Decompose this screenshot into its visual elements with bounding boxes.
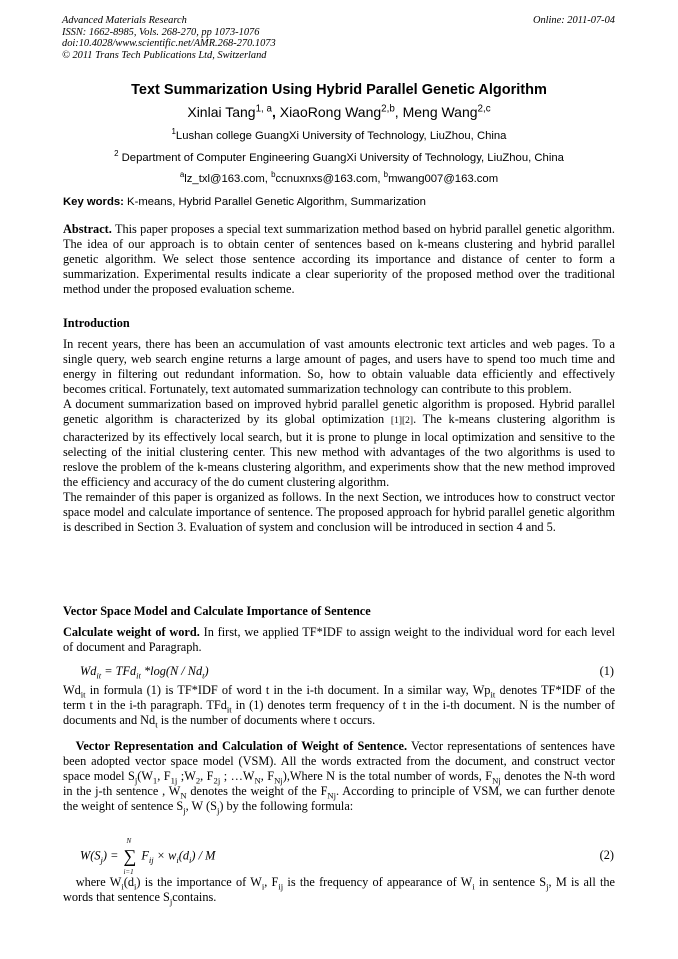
affiliation-1-text: Lushan college GuangXi University of Technology, LiuZhou, China [175, 130, 507, 142]
abstract [63, 222, 615, 297]
email-c: mwang007@163.com [388, 173, 499, 185]
intro-paragraph-2 [63, 397, 615, 490]
author-emails [0, 170, 678, 185]
author-2: XiaoRong Wang [279, 104, 382, 120]
author-1-affil: 1, a [255, 103, 272, 115]
equation-1: $Wd_{it} = TFd_{it}$ $*\log(N / Nd_t)$ [80, 664, 209, 681]
summation-symbol: N ∑ i=1 [123, 837, 137, 876]
section-heading-introduction: Introduction [63, 316, 130, 330]
journal-name: Advanced Materials Research [62, 15, 187, 26]
issn-line: ISSN: 1662-8985, Vols. 268-270, pp 1073-1076 [62, 26, 260, 38]
affiliation-2 [0, 149, 678, 164]
affiliation-2-text: Department of Computer Engineering GuangXi University of Technology, LiuZhou, China [121, 152, 564, 164]
equation-1-number: (1) [599, 664, 614, 678]
abstract-text: This paper proposes a special text summarization method based on hybrid parallel genetic algorithm. The idea of our approach is to obtain center of sentences based on k-means clustering and hybrid parallel genetic algorithm. We select those sentence according its importance and distance of center to form a summarization. Experimental results indicate a clear superiority of the proposed method over the traditional method under the proposed evaluation scheme. [63, 222, 615, 297]
affiliation-1 [0, 127, 678, 142]
paragraph-after-eq2: where $W_i(d_i)$ is the importance of $W_i$, $F_{ij}$ is the frequency of appearance of $W_i$ in sentence $S_j$, M is all the words that sentence $S_jcontains$. [63, 875, 615, 907]
keywords-text: K-means, Hybrid Parallel Genetic Algorithm, Summarization [123, 196, 426, 208]
section-heading-vsm: Vector Space Model and Calculate Importance of Sentence [63, 604, 371, 618]
author-2-affil: 2,b [381, 103, 395, 115]
online-date: Online: 2011-07-04 [532, 15, 615, 26]
subsection-label: Vector Representation and Calculation of Weight of Sentence. [75, 739, 408, 753]
author-3: Meng Wang [402, 104, 478, 120]
affiliation-2-marker: 2 [114, 149, 119, 159]
intro-p2-text: . The k-means clustering algorithm is characterized by its effectively local search, but it is prone to plunge in local optimization and sensitive to the selecting of the initial clustering center. This new method with advantages of the two algorithms is used to reslove the problem of the k-means clustering algorithm, and experiments show that the new method improved the efficiency and accuracy of the do cument clustering algorithm. [63, 412, 615, 489]
email-a: lz_txl@163.com, [184, 173, 272, 185]
affiliation-1-marker: 1 [171, 127, 176, 137]
intro-paragraph-3: The remainder of this paper is organized as follows. In the next Section, we introduces how to construct vector space model and calculate importance of sentence. The proposed approach for hybrid parallel genetic algorithm is described in Section 3. Evaluation of system and conclusion will be introduced in section 4 and 5. [63, 489, 615, 535]
author-3-affil: 2,c [477, 103, 491, 115]
subsection-label: Calculate weight of word. [63, 625, 200, 639]
journal-header [62, 15, 276, 61]
intro-paragraph-1: In recent years, there has been an accumulation of vast amounts electronic text articles and web pages. To a single query, web search engine returns a large amount of pages, and users have to spend too much time and energy in filtering out redundant information. So, how to obtain valuable data efficiently and effectively becomes critical. Fortunately, text automated summarization technology can contribute to this problem. [63, 337, 615, 397]
subsection-text: In first, we applied TF*IDF to assign weight to the individual word for each level of document and Paragraph. [63, 625, 615, 655]
citation-ref[interactable]: [1][2] [390, 416, 414, 427]
subsection-word-weight [63, 625, 615, 655]
copyright-line: © 2011 Trans Tech Publications Ltd, Switzerland [62, 49, 267, 61]
equation-2-number: (2) [599, 848, 614, 862]
paragraph-after-eq1: $Wd_{it}$ in formula (1) is TF*IDF of word t in the i-th document. In a similar way, $Wp_{it}$ denotes TF*IDF of the term t in the i-th paragraph. TFd$_{it}$ in (1) denotes term frequency of t in the i-th document. N is the number of documents and $Nd_t$ is the number of documents where t occurs. [63, 683, 616, 730]
email-marker: a [179, 170, 185, 180]
doi-line: doi:10.4028/www.scientific.net/AMR.268-270.1073 [62, 38, 276, 50]
email-b: ccnuxnxs@163.com, [275, 173, 384, 185]
email-marker: b [383, 170, 389, 180]
abstract-label: Abstract. [63, 222, 112, 236]
keywords [63, 196, 426, 208]
intro-p2-text: A document summarization based on improved hybrid parallel genetic algorithm is proposed. Hybrid parallel genetic algorithm is characterized by its global optimization [63, 397, 615, 427]
keywords-label: Key words: [63, 196, 124, 208]
email-marker: b [271, 170, 276, 180]
paper-title: Text Summarization Using Hybrid Parallel Genetic Algorithm [131, 82, 547, 98]
author-separator: , [394, 104, 403, 120]
subsection-sentence-weight: Vector Representation and Calculation of Weight of Sentence. Vector representations of sentences have been adopted vector space model (VSM). All the words extracted from the document, and construct vector space model $S_j(W_1$, $F_{1j}$ $;W_2$, $F_{2j}$ ; $\dots W_N$, $F_{Nj}),Where$ N is the total number of words, $F_{Nj}$ denotes the N-th word in the j-th sentence , $W_N$ denotes the weight of the $F_{Nj}$. According to principle of VSM, we can further denote the weight of sentence $S_j$, W $(S_j)$ by the following formula: [63, 739, 616, 816]
author-separator: , [271, 104, 280, 120]
introduction-body [63, 337, 615, 535]
author-list [0, 104, 678, 120]
author-1: Xinlai Tang [187, 104, 256, 120]
equation-2: $W(S_j)$ = N ∑ i=1 $F_{ij} \times w_i(d_i) / M$ [80, 837, 216, 876]
